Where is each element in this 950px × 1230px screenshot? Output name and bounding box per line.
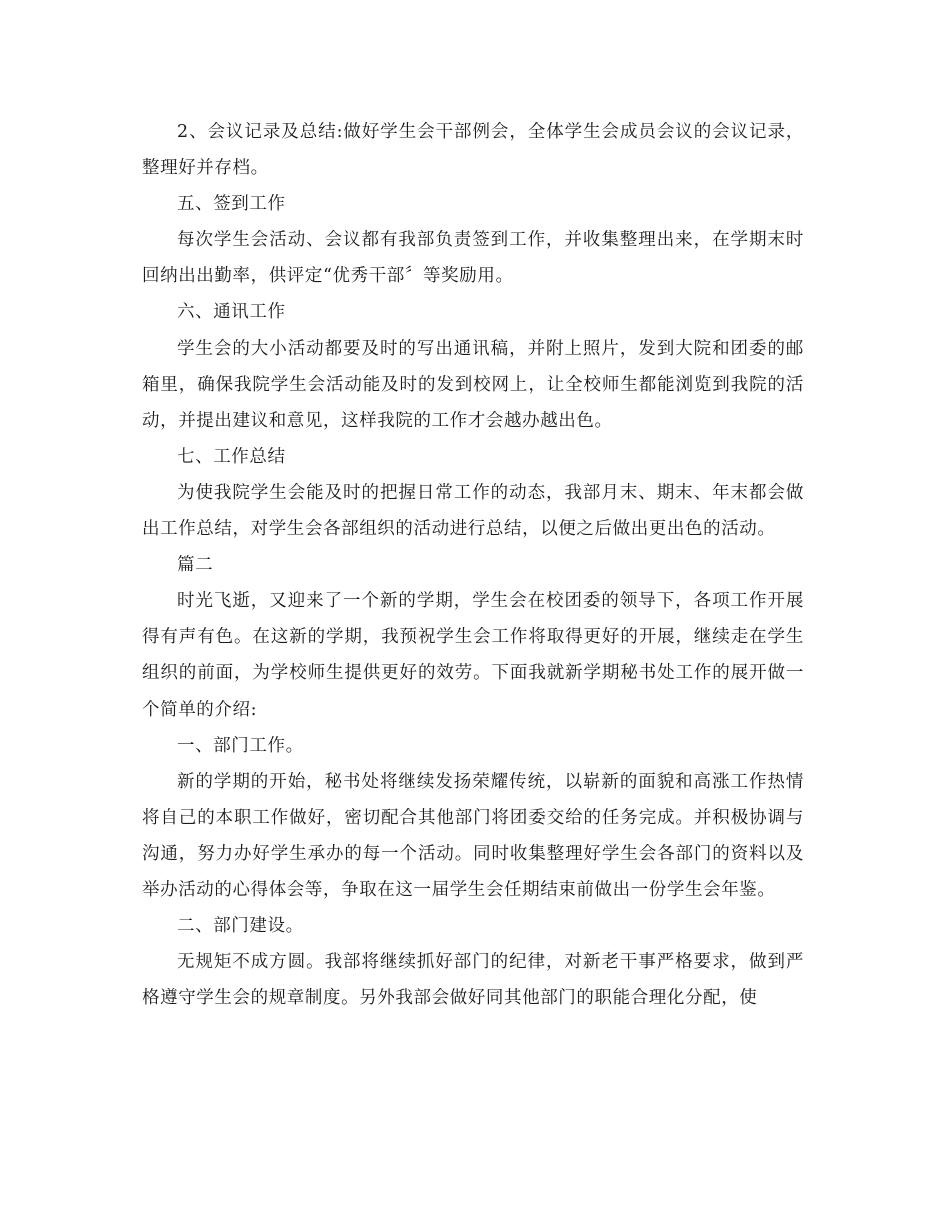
paragraph-department-work: 新的学期的开始，秘书处将继续发扬荣耀传统，以崭新的面貌和高涨工作热情将自己的本职工作做好，密切配合其他部门将团委交给的任务完成。并积极协调与沟通，努力办好学生承办的每一个活动。同时收集整理好学生会各部门的资料以及举办活动的心得体会等，争取在这一届学生会任期结束前做出一份学生会年鉴。 (142, 771, 804, 900)
heading-department-work: 一、部门工作。 (177, 735, 304, 756)
paragraph-new-semester: 时光飞逝，又迎来了一个新的学期，学生会在校团委的领导下，各项工作开展得有声有色。在这新的学期，我预祝学生会工作将取得更好的开展，继续走在学生组织的前面，为学校师生提供更好的效劳。下面我就新学期秘书处工作的展开做一个简单的介绍: (142, 591, 804, 720)
heading-part-two: 篇二 (177, 555, 214, 576)
document-body (142, 114, 804, 1016)
paragraph-communication-work: 学生会的大小活动都要及时的写出通讯稿，并附上照片，发到大院和团委的邮箱里，确保我院学生会活动能及时的发到校网上，让全校师生都能浏览到我院的活动，并提出建议和意见，这样我院的工作才会越办越出色。 (142, 338, 804, 431)
paragraph-sign-in-work: 每次学生会活动、会议都有我部负责签到工作，并收集整理出来，在学期末时回纳出出勤率，供评定“优秀干部〞等奖励用。 (142, 230, 804, 287)
paragraph-work-summary: 为使我院学生会能及时的把握日常工作的动态，我部月末、期末、年末都会做出工作总结，对学生会各部组织的活动进行总结，以便之后做出更出色的活动。 (142, 482, 804, 540)
heading-department-building: 二、部门建设。 (177, 916, 304, 937)
heading-sign-in-work: 五、签到工作 (177, 194, 286, 215)
paragraph-meeting-records: 2、会议记录及总结:做好学生会干部例会，全体学生会成员会议的会议记录，整理好并存档。 (142, 122, 804, 179)
heading-work-summary: 七、工作总结 (177, 446, 286, 467)
heading-communication-work: 六、通讯工作 (177, 302, 286, 323)
paragraph-department-building: 无规矩不成方圆。我部将继续抓好部门的纪律，对新老干事严格要求，做到严格遵守学生会的规章制度。另外我部会做好同其他部门的职能合理化分配，使 (142, 952, 804, 1009)
